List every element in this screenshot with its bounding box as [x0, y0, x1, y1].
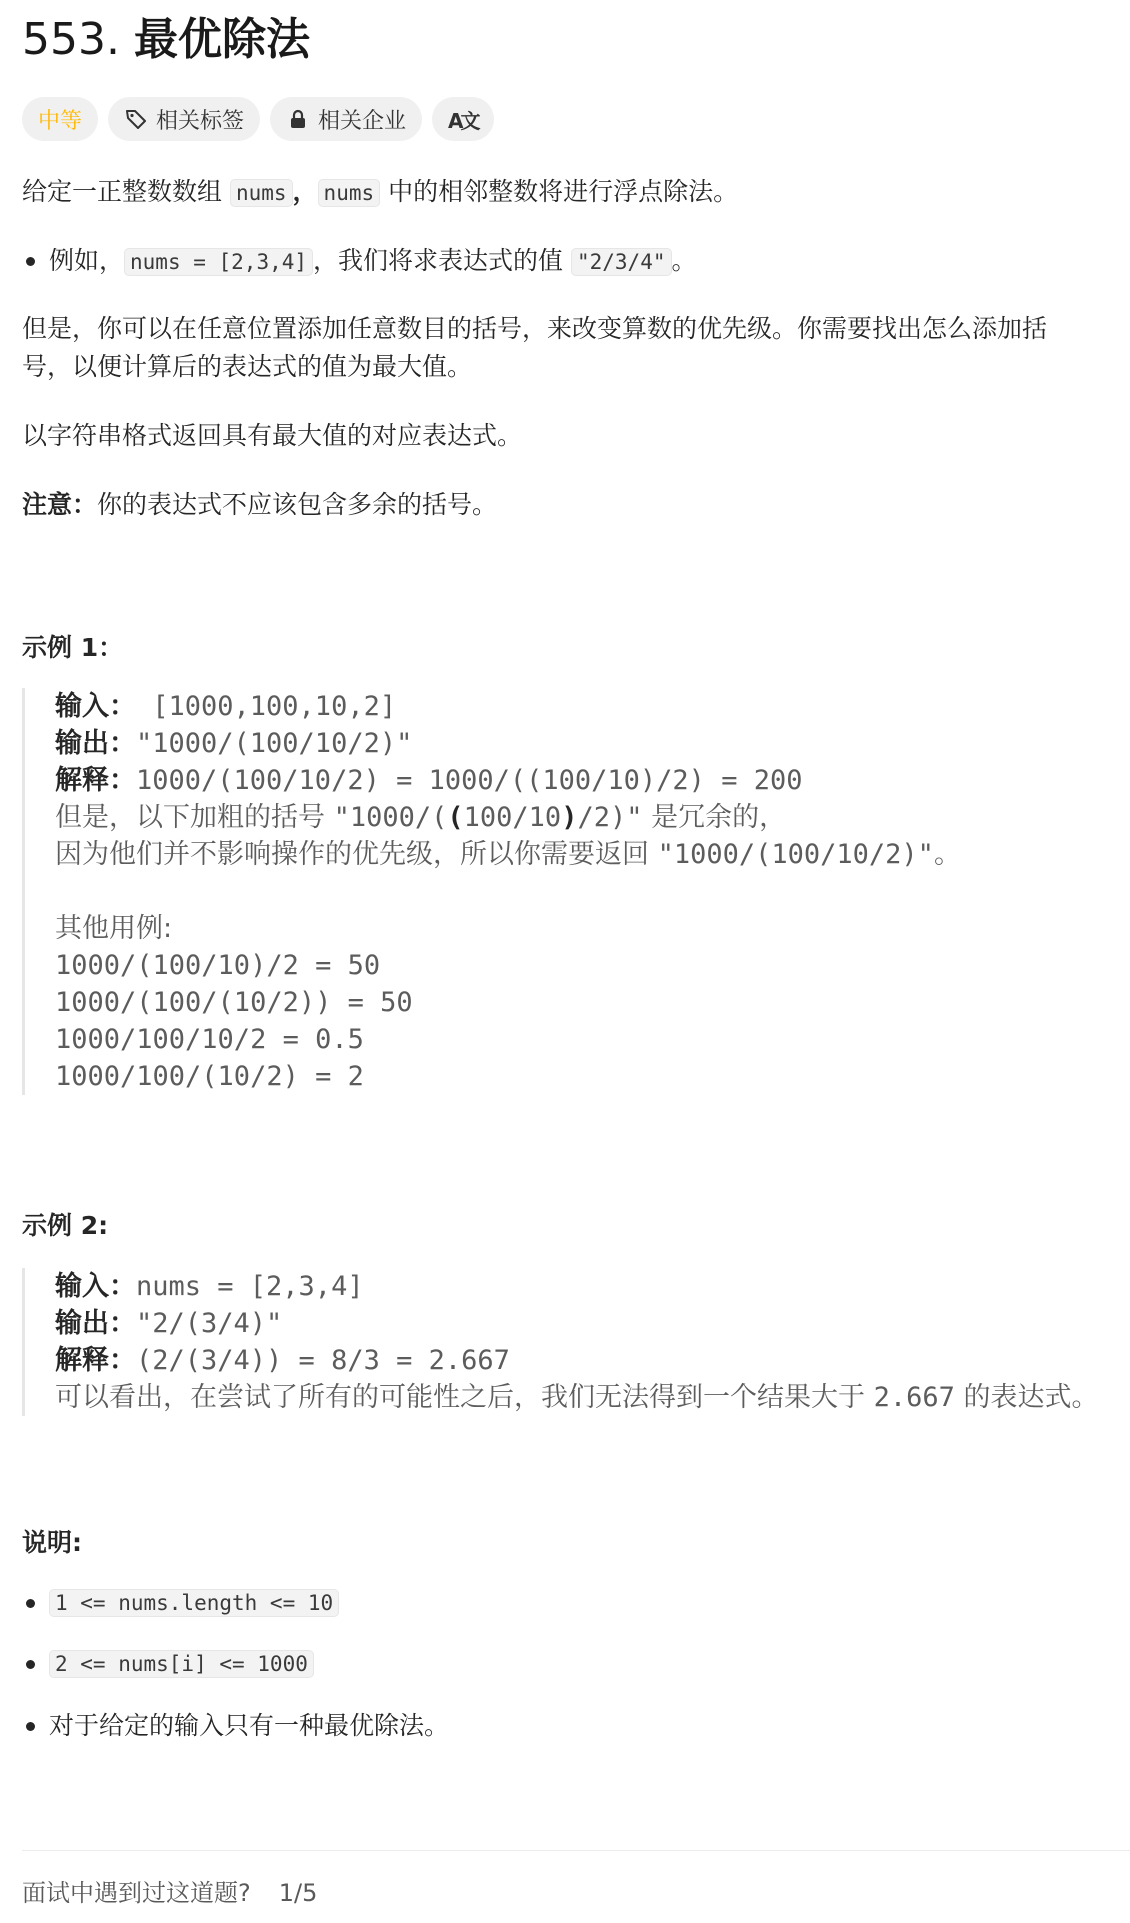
description-paragraph-2: 但是，你可以在任意位置添加任意数目的括号，来改变算数的优先级。你需要找出怎么添加括 号，以便计算后的表达式的值为最大值。: [22, 314, 1048, 381]
note-paragraph: 注意：你的表达式不应该包含多余的括号。: [22, 490, 498, 519]
constraint-code: 2 <= nums[i] <= 1000: [49, 1650, 314, 1678]
divider: [22, 1850, 1130, 1851]
notes-heading: 说明:: [22, 1528, 82, 1557]
bullet-dot: [26, 1722, 35, 1731]
code-example: nums = [2,3,4]: [124, 248, 313, 276]
problem-title: 最优除法: [133, 14, 310, 65]
interview-count: 1/5: [278, 1879, 318, 1907]
code-nums: nums: [230, 179, 293, 207]
tag-bar: [22, 97, 494, 141]
list-item: 例如， nums = [2,3,4] ，我们将求表达式的值 "2/3/4" 。: [22, 242, 697, 281]
constraint-code: 1 <= nums.length <= 10: [49, 1589, 339, 1617]
example-1-heading: 示例 1：: [22, 633, 124, 662]
interview-question: 面试中遇到过这道题?: [22, 1879, 251, 1907]
list-item: [22, 1589, 339, 1617]
example-2-heading: 示例 2:: [22, 1211, 109, 1240]
translate-icon: A文: [448, 108, 478, 133]
difficulty-badge: 中等: [22, 97, 98, 141]
bullet-dot: [26, 1660, 35, 1669]
list-item: 对于给定的输入只有一种最优除法。: [22, 1707, 449, 1745]
list-item: [22, 1650, 314, 1678]
lock-icon: [286, 107, 310, 131]
translate-button[interactable]: [432, 97, 493, 141]
page-title: [22, 10, 310, 70]
problem-number: 553.: [22, 14, 120, 65]
bullet-dot: [26, 1599, 35, 1608]
description-paragraph-3: 以字符串格式返回具有最大值的对应表达式。: [22, 421, 523, 450]
related-tags-button[interactable]: 相关标签: [108, 97, 260, 141]
example-1-block: 输入： [1000,100,10,2] 输出："1000/(100/10/2)" 解释：1000/(100/10/2) = 1000/((100/10)/2) = 200 但是，以下加粗的括号 "1000/((100/10)/2)" 是冗余的， 因为他们并不影响操作的优先级，所以你需要返回 "1000/(100/10/2)"。 其他用例: 1000/(100/10)/2 = 50 1000/(100/(10/2)) = 50 1000/100/10/2 = 0.5 1000/100/(10/2) = 2: [22, 688, 1125, 1095]
interview-prompt[interactable]: [22, 1873, 317, 1908]
code-expression: "2/3/4": [571, 248, 672, 276]
code-nums: nums: [318, 179, 381, 207]
tag-icon: [124, 107, 148, 131]
bullet-dot: [26, 257, 35, 266]
related-companies-button[interactable]: 相关企业: [270, 97, 422, 141]
description-paragraph-1: 给定一正整数数组 nums ， nums 中的相邻整数将进行浮点除法。: [22, 177, 739, 206]
example-2-block: 输入：nums = [2,3,4] 输出："2/(3/4)" 解释：(2/(3/4)) = 8/3 = 2.667 可以看出，在尝试了所有的可能性之后，我们无法得到一个结果大于 2.667 的表达式。: [22, 1268, 1125, 1416]
note-label: 注意：: [22, 490, 98, 519]
